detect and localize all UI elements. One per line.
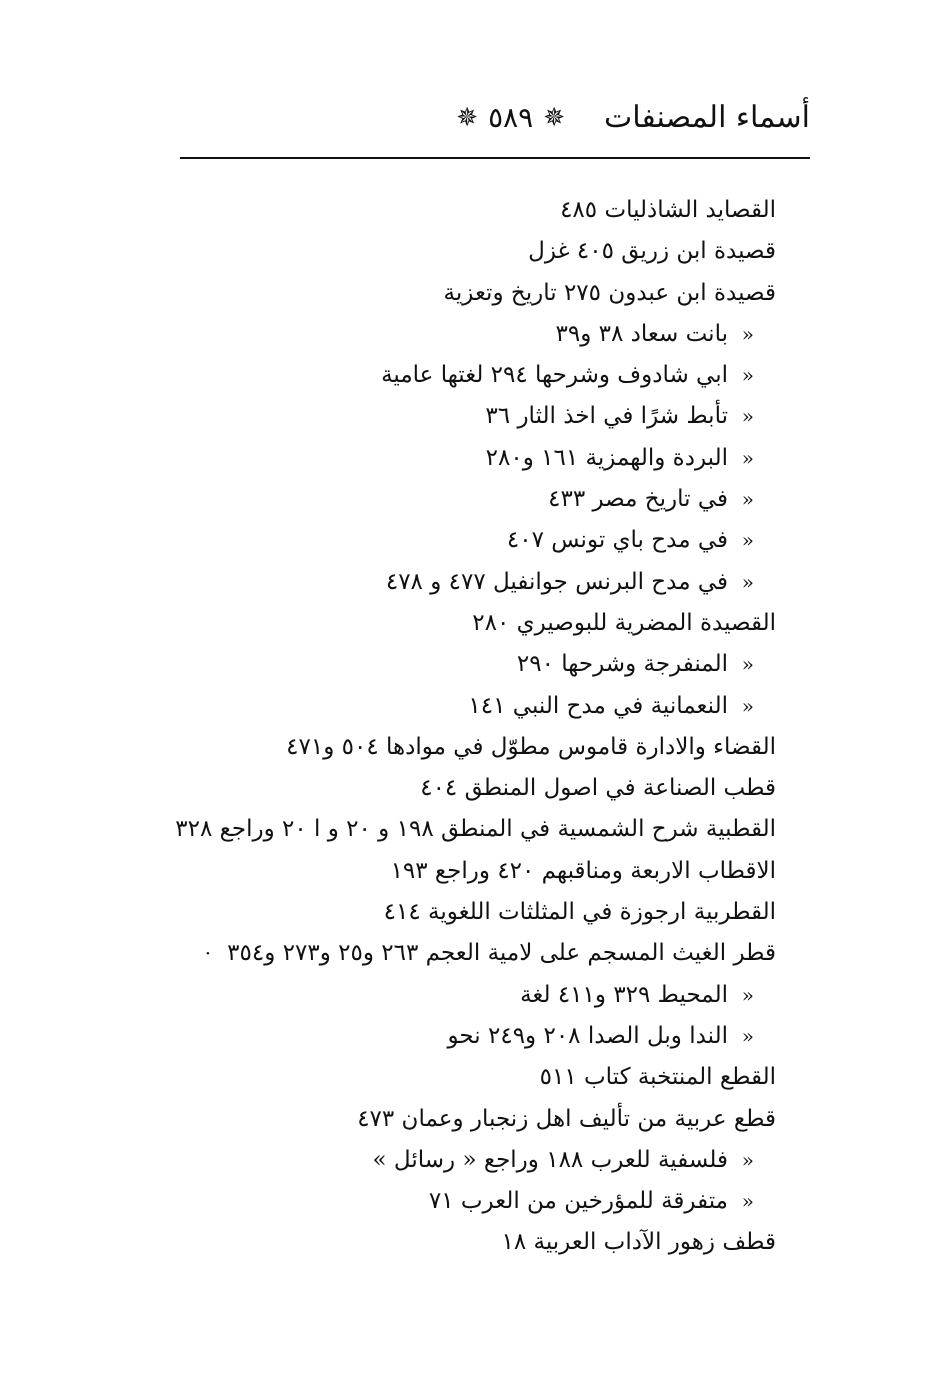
index-entry <box>276 603 776 644</box>
ornament-left-icon: ✵ <box>456 103 479 133</box>
sub-entry <box>276 686 776 727</box>
entry-text: بانت سعاد ٣٨ و٣٩ <box>555 320 728 347</box>
sub-entry <box>276 1016 776 1057</box>
entry-text: الندا وبل الصدا ٢٠٨ و٢٤٩ نحو <box>447 1022 728 1049</box>
sub-entry <box>276 355 776 396</box>
ditto-mark: « <box>741 982 754 1007</box>
ditto-mark: « <box>741 1147 754 1172</box>
page-number: ٥٨٩ <box>488 101 534 134</box>
header-rule <box>180 157 810 159</box>
entry-text: القطبية شرح الشمسية في المنطق ١٩٨ و ٢٠ و ا ٢٠ وراجع ٣٢٨ <box>175 816 776 843</box>
entry-text: البردة والهمزية ١٦١ و٢٨٠ <box>485 444 728 471</box>
sub-entry <box>276 438 776 479</box>
entry-text: قطف زهور الآداب العربية ١٨ <box>501 1229 776 1256</box>
index-entry <box>276 851 776 892</box>
index-entry <box>175 809 776 850</box>
entry-text: النعمانية في مدح النبي ١٤١ <box>468 692 728 719</box>
entry-text: القصيدة المضرية للبوصيري ٢٨٠ <box>472 609 776 636</box>
index-entries <box>175 190 776 1264</box>
entry-text: القضاء والادارة قاموس مطوّل في موادها ٥٠٤ و٤٧١ <box>286 733 776 760</box>
ditto-mark: « <box>741 321 754 346</box>
entry-text: قصيدة ابن زريق ٤٠٥ غزل <box>528 238 776 265</box>
entry-text: قطب الصناعة في اصول المنطق ٤٠٤ <box>420 775 776 802</box>
entry-text: المحيط ٣٢٩ و٤١١ لغة <box>520 981 728 1008</box>
ditto-mark: « <box>741 693 754 718</box>
index-entry <box>276 1057 776 1098</box>
page-number-group <box>456 96 565 140</box>
entry-text: القطع المنتخبة كتاب ٥١١ <box>539 1064 776 1091</box>
sub-entry <box>276 975 776 1016</box>
entry-text: قطع عربية من تأليف اهل زنجبار وعمان ٤٧٣ <box>357 1105 776 1132</box>
index-entry <box>276 768 776 809</box>
ditto-mark: « <box>741 445 754 470</box>
ditto-mark: « <box>741 363 754 388</box>
entry-text: متفرقة للمؤرخين من العرب ٧١ <box>428 1188 728 1215</box>
ditto-mark: « <box>741 652 754 677</box>
entry-text: قطر الغيث المسجم على لامية العجم ٢٦٣ و٢٥ و٢٧٣ و٣٥٤ <box>227 940 776 967</box>
sub-entry <box>276 644 776 685</box>
stray-dot: · <box>204 941 212 966</box>
header-title: أسماء المصنفات <box>603 100 810 135</box>
index-entry <box>276 1099 776 1140</box>
sub-entry <box>276 1140 776 1181</box>
index-entry <box>204 933 776 974</box>
ditto-mark: « <box>741 404 754 429</box>
entry-text: تأبط شرًا في اخذ الثار ٣٦ <box>485 403 728 430</box>
ditto-mark: « <box>741 1023 754 1048</box>
sub-entry <box>276 314 776 355</box>
entry-text: ابي شادوف وشرحها ٢٩٤ لغتها عامية <box>381 362 728 389</box>
sub-entry <box>276 520 776 561</box>
index-entry <box>276 231 776 272</box>
sub-entry <box>276 396 776 437</box>
ditto-mark: « <box>741 569 754 594</box>
index-entry <box>276 1222 776 1263</box>
entry-text: في مدح باي تونس ٤٠٧ <box>506 527 728 554</box>
index-entry <box>276 273 776 314</box>
entry-text: القطربية ارجوزة في المثلثات اللغوية ٤١٤ <box>383 899 776 926</box>
entry-text: في مدح البرنس جوانفيل ٤٧٧ و ٤٧٨ <box>385 568 728 595</box>
entry-text: قصيدة ابن عبدون ٢٧٥ تاريخ وتعزية <box>443 279 776 306</box>
sub-entry <box>276 479 776 520</box>
ditto-mark: « <box>741 528 754 553</box>
ditto-mark: « <box>741 1189 754 1214</box>
ditto-mark: « <box>741 487 754 512</box>
entry-text: في تاريخ مصر ٤٣٣ <box>548 486 728 513</box>
entry-text: الاقطاب الاربعة ومناقبهم ٤٢٠ وراجع ١٩٣ <box>390 857 776 884</box>
ornament-right-icon: ✵ <box>543 103 565 133</box>
index-entry <box>276 190 776 231</box>
entry-text: القصايد الشاذليات ٤٨٥ <box>560 197 776 223</box>
entry-text: المنفرجة وشرحها ٢٩٠ <box>516 651 728 678</box>
running-header <box>180 96 810 146</box>
sub-entry <box>276 1181 776 1222</box>
index-entry <box>276 727 776 768</box>
entry-text: فلسفية للعرب ١٨٨ وراجع « رسائل » <box>372 1146 728 1173</box>
sub-entry <box>276 562 776 603</box>
index-entry <box>276 892 776 933</box>
